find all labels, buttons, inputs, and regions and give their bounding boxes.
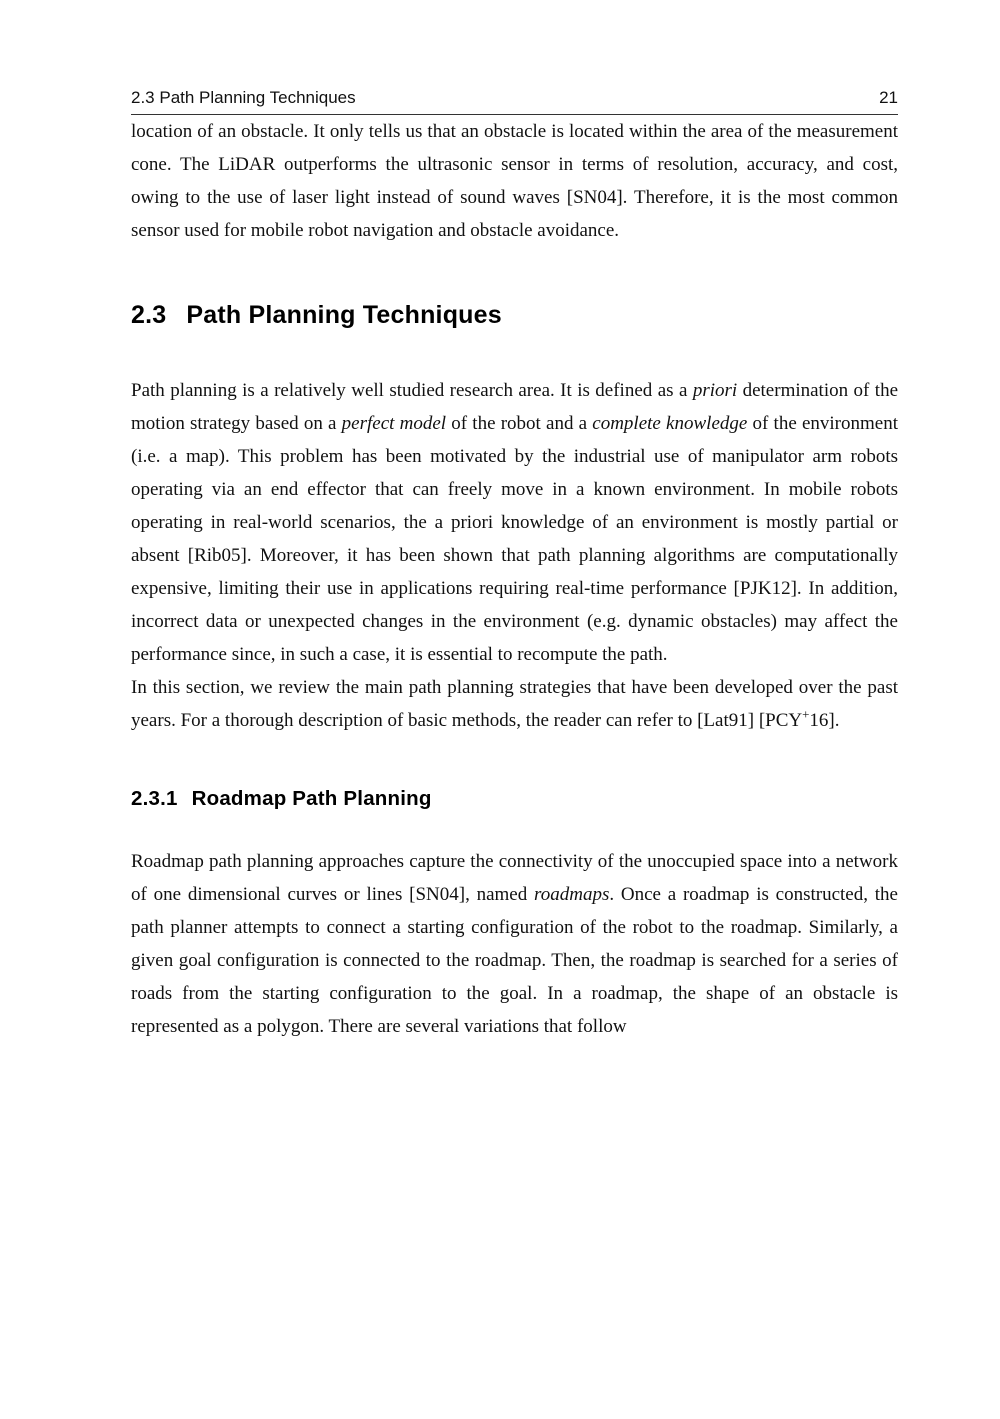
- subsection-title: Roadmap Path Planning: [191, 787, 432, 810]
- section-title: Path Planning Techniques: [186, 301, 502, 329]
- section-paragraph-1: Path planning is a relatively well studied research area. It is defined as a priori determination of the motion strategy based on a perfect model of the robot and a complete knowledge of the environment (i.e. a map). This problem has been motivated by the industrial use of manipulator arm robots operating via an end effector that can freely move in a known environment. In mobile robots operating in real-world scenarios, the a priori knowledge of an environment is mostly partial or absent [Rib05]. Moreover, it has been shown that path planning algorithms are computationally expensive, limiting their use in applications requiring real-time performance [PJK12]. In addition, incorrect data or unexpected changes in the environment (e.g. dynamic obstacles) may affect the performance since, in such a case, it is essential to recompute the path.: [131, 380, 898, 665]
- section-paragraph-2: In this section, we review the main path planning strategies that have been developed over the past years. For a thorough description of basic methods, the reader can refer to [Lat91] [PCY+16].: [131, 677, 898, 731]
- section-heading: [131, 301, 898, 330]
- subsection-number: 2.3.1: [131, 787, 178, 810]
- page-number: 21: [879, 88, 898, 107]
- section-number: 2.3: [131, 301, 167, 329]
- subsection-heading: [131, 787, 898, 811]
- paragraph-lidar-intro: location of an obstacle. It only tells us that an obstacle is located within the area of the measurement cone. The LiDAR outperforms the ultrasonic sensor in terms of resolution, accuracy, and cost, owing to the use of laser light instead of sound waves [SN04]. Therefore, it is the most common sensor used for mobile robot navigation and obstacle avoidance.: [131, 121, 898, 241]
- subsection-paragraph-1: Roadmap path planning approaches capture the connectivity of the unoccupied space into a network of one dimensional curves or lines [SN04], named roadmaps. Once a roadmap is constructed, the path planner attempts to connect a starting configuration of the robot to the roadmap. Similarly, a given goal configuration is connected to the roadmap. Then, the roadmap is searched for a series of roads from the starting configuration to the goal. In a roadmap, the shape of an obstacle is represented as a polygon. There are several variations that follow: [131, 851, 898, 1037]
- running-header-title: 2.3 Path Planning Techniques: [131, 88, 356, 107]
- running-header: [131, 0, 898, 108]
- page-content: [131, 0, 898, 1043]
